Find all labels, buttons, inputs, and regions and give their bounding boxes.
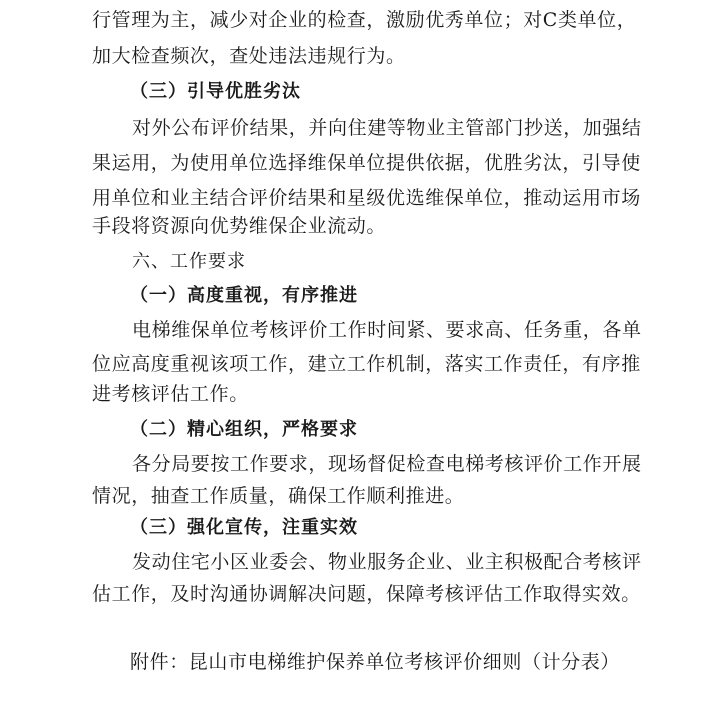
body-line: 情况，抽查工作质量，确保工作顺利推进。 (92, 485, 465, 507)
body-line: 对外公布评价结果，并向住建等物业主管部门抄送，加强结 (132, 117, 642, 139)
body-line: 电梯维保单位考核评价工作时间紧、要求高、任务重，各单 (132, 319, 642, 341)
subsection-heading: （二）精心组织，严格要求 (130, 419, 358, 440)
body-line: 加大检查频次，查处违法违规行为。 (92, 45, 406, 67)
attachment-note: 附件：昆山市电梯维护保养单位考核评价细则（计分表） (130, 651, 621, 673)
subsection-heading: （一）高度重视，有序推进 (130, 285, 358, 306)
body-line: 发动住宅小区业委会、物业服务企业、业主积极配合考核评 (132, 551, 642, 573)
body-line: 估工作，及时沟通协调解决问题，保障考核评估工作取得实效。 (92, 583, 641, 605)
body-line: 各分局要按工作要求，现场督促检查电梯考核评价工作开展 (132, 453, 642, 475)
body-line: 行管理为主，减少对企业的检查，激励优秀单位；对C类单位， (92, 9, 637, 31)
section-heading: 六、工作要求 (132, 251, 246, 272)
body-line: 进考核评估工作。 (92, 383, 249, 405)
subsection-heading: （三）强化宣传，注重实效 (130, 517, 358, 538)
subsection-heading: （三）引导优胜劣汰 (130, 81, 301, 102)
body-line: 位应高度重视该项工作，建立工作机制，落实工作责任，有序推 (92, 353, 641, 375)
body-line: 用单位和业主结合评价结果和星级优选维保单位，推动运用市场 (92, 187, 641, 209)
body-line: 手段将资源向优势维保企业流动。 (92, 215, 387, 237)
body-line: 果运用，为使用单位选择维保单位提供依据，优胜劣汰，引导使 (92, 152, 641, 174)
